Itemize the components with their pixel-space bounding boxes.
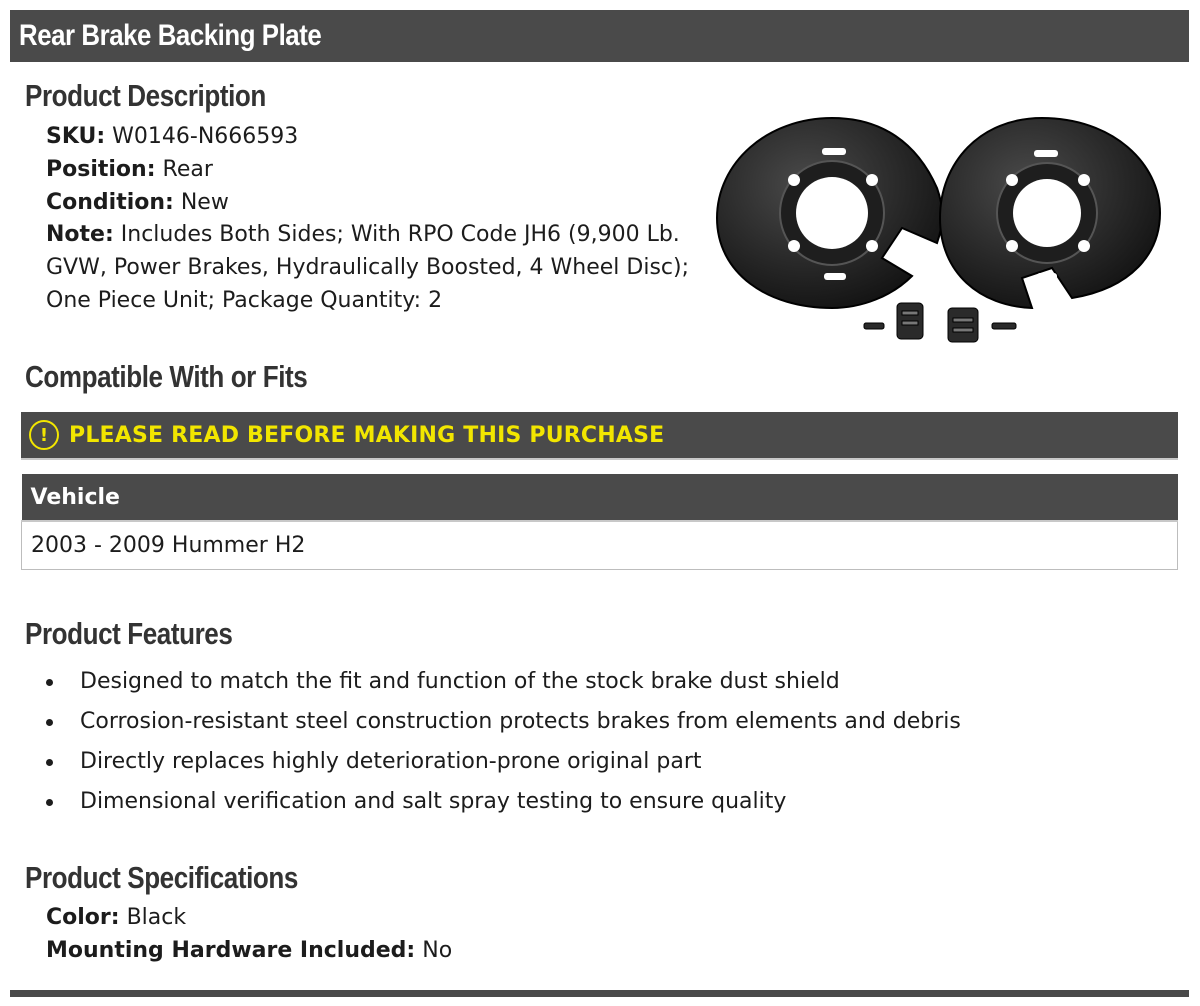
- list-item: Designed to match the fit and function of the stock brake dust shield: [46, 662, 961, 702]
- features-list: [46, 662, 961, 822]
- note-value: Includes Both Sides; With RPO Code JH6 (9,900 Lb. GVW, Power Brakes, Hydraulically Boosted, 4 Wheel Disc); One Piece Unit; Package Quantity: 2: [46, 222, 689, 313]
- mounting-hardware-label: Mounting Hardware Included:: [46, 938, 416, 963]
- table-row: [22, 521, 1178, 569]
- position-label: Position:: [46, 157, 156, 182]
- title-bar: [10, 10, 1189, 62]
- position-row: [46, 153, 213, 186]
- product-image: [712, 108, 1172, 348]
- color-row: [46, 901, 186, 934]
- vehicle-cell: 2003 - 2009 Hummer H2: [22, 521, 1178, 569]
- warning-text: PLEASE READ BEFORE MAKING THIS PURCHASE: [69, 422, 665, 448]
- product-specifications-heading: Product Specifications: [25, 860, 298, 895]
- purchase-warning-banner: [21, 412, 1178, 460]
- vehicle-column-header: Vehicle: [22, 474, 1178, 521]
- vehicle-table: [21, 474, 1178, 570]
- grommet-parts: [864, 303, 1016, 342]
- condition-label: Condition:: [46, 190, 174, 215]
- product-features-heading: Product Features: [25, 616, 233, 651]
- sku-row: [46, 120, 298, 153]
- bottom-divider: [10, 990, 1189, 997]
- note-row: [46, 218, 706, 317]
- exclamation-circle-icon: !: [29, 420, 59, 450]
- position-value: Rear: [162, 157, 213, 182]
- color-value: Black: [126, 905, 187, 930]
- product-description-heading: Product Description: [25, 78, 266, 113]
- mounting-hardware-row: [46, 934, 452, 967]
- list-item: Corrosion-resistant steel construction protects brakes from elements and debris: [46, 702, 961, 742]
- page-title: Rear Brake Backing Plate: [19, 19, 322, 52]
- compatibility-heading: Compatible With or Fits: [25, 359, 308, 394]
- note-label: Note:: [46, 222, 114, 247]
- list-item: Dimensional verification and salt spray testing to ensure quality: [46, 782, 961, 822]
- sku-label: SKU:: [46, 124, 106, 149]
- list-item: Directly replaces highly deterioration-prone original part: [46, 742, 961, 782]
- mounting-hardware-value: No: [422, 938, 453, 963]
- color-label: Color:: [46, 905, 120, 930]
- condition-row: [46, 186, 229, 219]
- backing-plate-right: [940, 118, 1160, 308]
- condition-value: New: [180, 190, 229, 215]
- backing-plate-left: [717, 118, 942, 308]
- sku-value: W0146-N666593: [112, 124, 299, 149]
